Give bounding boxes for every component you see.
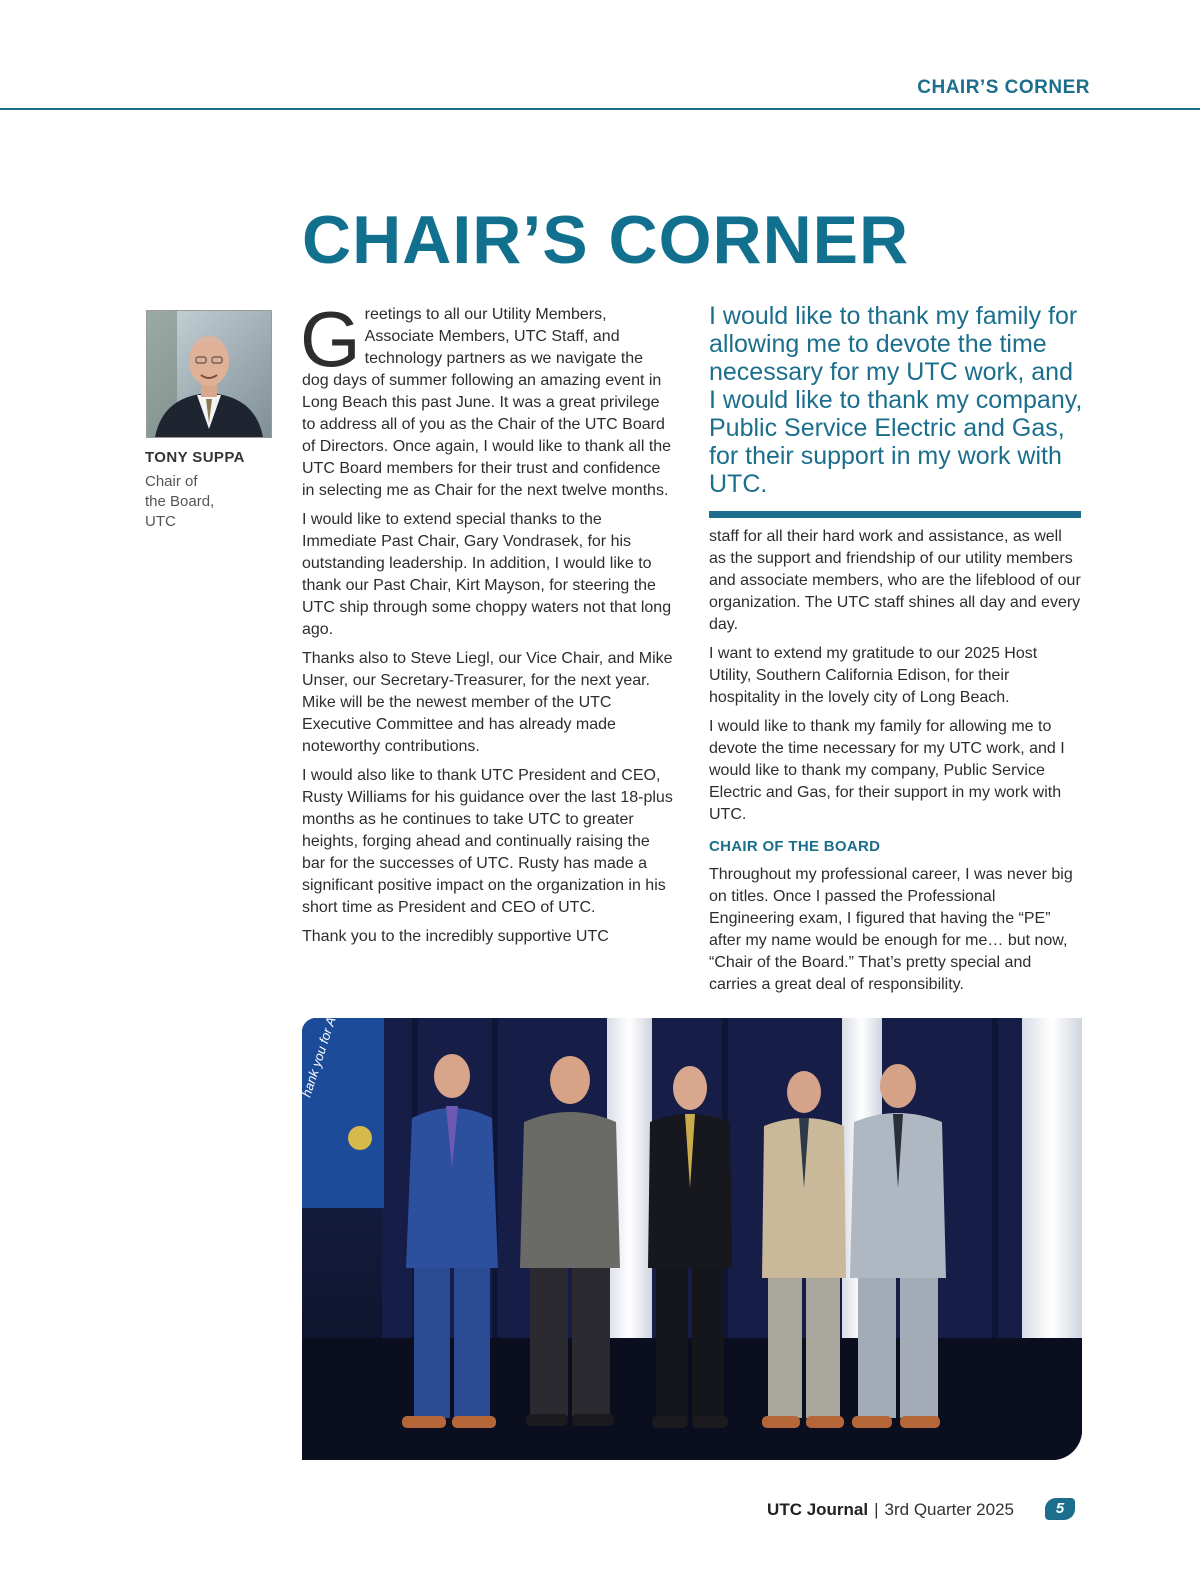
page-footer xyxy=(767,1500,1014,1520)
dropcap: G xyxy=(300,295,361,383)
body-column-left xyxy=(300,295,674,955)
author-portrait xyxy=(146,310,272,438)
body-column-right xyxy=(709,526,1081,1003)
body-paragraph: I would like to extend special thanks to the Immediate Past Chair, Gary Vondrasek, for his outstanding leadership. In addition, I would like to thank our Past Chair, Kirt Mayson, for steering the UTC ship through some choppy waters not that long ago. xyxy=(302,511,672,638)
body-paragraph: I would like to thank my family for allowing me to devote the time necessary for my UTC work, and I would like to thank my company, Public Service Electric and Gas, for their support in my work with UTC. xyxy=(709,718,1065,823)
footer-separator: | xyxy=(874,1500,879,1519)
page-number: 5 xyxy=(1045,1498,1075,1520)
author-role-line: the Board, xyxy=(145,493,215,510)
section-subhead: CHAIR OF THE BOARD xyxy=(709,838,881,855)
publication-name: UTC Journal xyxy=(767,1500,869,1519)
group-photo xyxy=(302,1018,1082,1460)
pull-quote-rule xyxy=(709,511,1081,518)
author-role-line: Chair of xyxy=(145,473,198,490)
pull-quote: I would like to thank my family for allowing me to devote the time necessary for my UTC work, and I would like to thank my company, Public Service Electric and Gas, for their support in my work with UTC. xyxy=(709,302,1083,498)
author-role xyxy=(145,472,255,532)
body-paragraph: Thank you to the incredibly supportive UTC xyxy=(302,928,609,945)
body-paragraph: Throughout my professional career, I was never big on titles. Once I passed the Professional Engineering exam, I figured that having the “PE” after my name would be enough for me… but now, “Chair of the Board.” That’s pretty special and carries a great deal of responsibility. xyxy=(709,866,1073,993)
issue-label: 3rd Quarter 2025 xyxy=(884,1500,1014,1519)
paragraph-text: reetings to all our Utility Members, Associate Members, UTC Staff, and technology partners as we navigate the dog days of summer following an amazing event in Long Beach this past June. It was a great privilege to address all of you as the Chair of the UTC Board of Directors. Once again, I would like to thank all the UTC Board members for their trust and confidence in selecting me as Chair for the next twelve months. xyxy=(302,306,672,499)
body-paragraph: I want to extend my gratitude to our 2025 Host Utility, Southern California Edison, for their hospitality in the lovely city of Long Beach. xyxy=(709,645,1038,706)
author-name: TONY SUPPA xyxy=(145,449,245,466)
header-rule xyxy=(0,108,1200,110)
running-header: CHAIR’S CORNER xyxy=(917,77,1090,98)
body-paragraph: staff for all their hard work and assistance, as well as the support and friendship of our utility members and associate members, who are the lifeblood of our organization. The UTC staff shines all day and every day. xyxy=(709,528,1081,633)
body-paragraph xyxy=(300,295,674,502)
page-title: CHAIR’S CORNER xyxy=(302,202,910,278)
body-paragraph: I would also like to thank UTC President and CEO, Rusty Williams for his guidance over the last 18-plus months as he continues to take UTC to greater heights, forging ahead and continually raising the bar for the successes of UTC. Rusty has made a significant positive impact on the organization in his short time as President and CEO of UTC. xyxy=(302,767,673,916)
author-role-line: UTC xyxy=(145,513,176,530)
body-paragraph: Thanks also to Steve Liegl, our Vice Chair, and Mike Unser, our Secretary-Treasurer, for the next year. Mike will be the newest member of the UTC Executive Committee and has already made noteworthy contributions. xyxy=(302,650,673,755)
